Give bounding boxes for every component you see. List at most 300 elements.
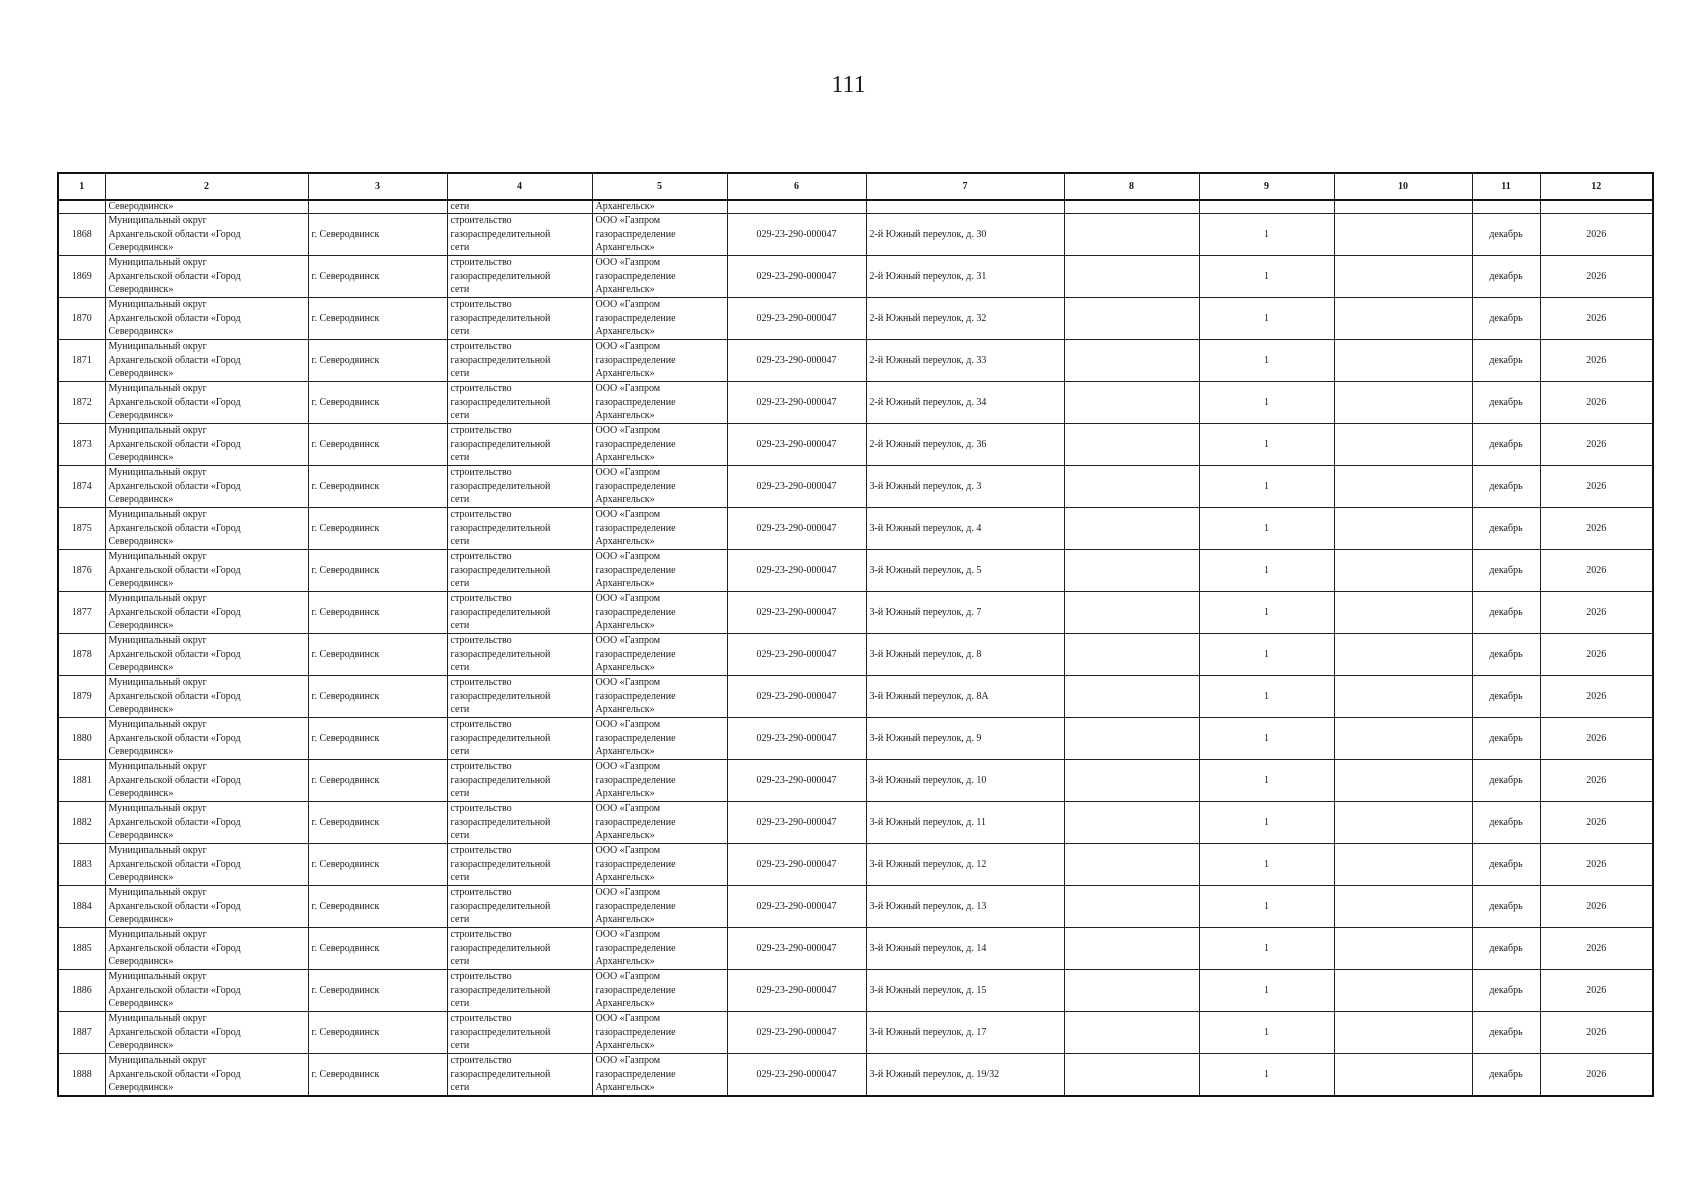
- table-row: [58, 718, 1653, 760]
- cell-work-type: [447, 886, 592, 928]
- cell-code: 029-23-290-000047: [727, 508, 866, 550]
- cell-address: 3-й Южный переулок, д. 5: [866, 550, 1064, 592]
- cell-work-type: [447, 676, 592, 718]
- cell-work-type: [447, 970, 592, 1012]
- cell-municipality-line: Северодвинск»: [108, 746, 174, 758]
- table-row: [58, 634, 1653, 676]
- cell-work-type-line: строительство: [450, 425, 512, 437]
- cell-organization-line: Архангельск»: [595, 746, 655, 758]
- cell-code: 029-23-290-000047: [727, 382, 866, 424]
- cell-organization: [592, 256, 727, 298]
- cell-code: 029-23-290-000047: [727, 718, 866, 760]
- cell-locality: г. Северодвинск: [308, 340, 447, 382]
- cell-municipality-line: Муниципальный округ: [108, 719, 207, 731]
- cell-organization-line: ООО «Газпром: [595, 593, 661, 605]
- cell-municipality-line: Архангельской области «Город: [108, 480, 241, 492]
- cell-col10: [1334, 256, 1472, 298]
- cell-organization-line: Архангельск»: [595, 494, 655, 506]
- cell-work-type: [447, 760, 592, 802]
- cell-municipality-line: Северодвинск»: [108, 662, 174, 674]
- cell-work-type: [447, 256, 592, 298]
- cell-col10: [1334, 592, 1472, 634]
- cell-month: декабрь: [1472, 592, 1540, 634]
- cell-address: 3-й Южный переулок, д. 13: [866, 886, 1064, 928]
- cell-col9: 1: [1199, 760, 1334, 802]
- cell-municipality-line: Муниципальный округ: [108, 551, 207, 563]
- cell-municipality-line: Северодвинск»: [108, 1082, 174, 1094]
- cell-organization: [592, 718, 727, 760]
- cell-work-type-line: строительство: [450, 341, 512, 353]
- cell-work-type-line: сети: [450, 956, 470, 968]
- column-header: 9: [1199, 173, 1334, 200]
- register-table: [57, 172, 1654, 1097]
- cell-organization-line: ООО «Газпром: [595, 929, 661, 941]
- cell-year: 2026: [1540, 592, 1653, 634]
- cell-municipality-line: Муниципальный округ: [108, 1013, 207, 1025]
- cell-work-type-line: газораспределительной: [450, 816, 551, 828]
- cell-col8: [1064, 634, 1199, 676]
- cell-work-type-line: газораспределительной: [450, 438, 551, 450]
- cell-organization-line: газораспределение: [595, 312, 676, 324]
- cell-organization-line: газораспределение: [595, 396, 676, 408]
- column-header: 12: [1540, 173, 1653, 200]
- cell-work-type-line: строительство: [450, 761, 512, 773]
- cell-work-type-line: строительство: [450, 845, 512, 857]
- cell-work-type-line: сети: [450, 1040, 470, 1052]
- column-header: 4: [447, 173, 592, 200]
- cell-month: декабрь: [1472, 256, 1540, 298]
- cell-organization-line: ООО «Газпром: [595, 551, 661, 563]
- cell-organization-line: Архангельск»: [595, 662, 655, 674]
- cell-year: 2026: [1540, 1054, 1653, 1097]
- cell-municipality-line: Архангельской области «Город: [108, 690, 241, 702]
- table-row: [58, 214, 1653, 256]
- cell-code: 029-23-290-000047: [727, 550, 866, 592]
- cell-work-type-line: строительство: [450, 929, 512, 941]
- cell-municipality-line: Архангельской области «Город: [108, 648, 241, 660]
- cell-address: 2-й Южный переулок, д. 36: [866, 424, 1064, 466]
- cell-municipality: [105, 256, 308, 298]
- cell-organization-line: ООО «Газпром: [595, 677, 661, 689]
- cell-organization-line: Архангельск»: [595, 578, 655, 590]
- cell-month: декабрь: [1472, 466, 1540, 508]
- cell-organization-line: ООО «Газпром: [595, 719, 661, 731]
- cell-locality: г. Северодвинск: [308, 550, 447, 592]
- cell-organization-line: Архангельск»: [595, 284, 655, 296]
- cell-address: 3-й Южный переулок, д. 3: [866, 466, 1064, 508]
- cell-organization-line: ООО «Газпром: [595, 761, 661, 773]
- cell-municipality-line: Северодвинск»: [108, 1040, 174, 1052]
- cell-work-type-line: сети: [450, 368, 470, 380]
- cell-work-type-line: строительство: [450, 887, 512, 899]
- cell-number: 1870: [58, 298, 105, 340]
- cell-municipality-line: Архангельской области «Город: [108, 606, 241, 618]
- cell-municipality-line: Северодвинск»: [108, 494, 174, 506]
- cell-number: 1871: [58, 340, 105, 382]
- column-header: 5: [592, 173, 727, 200]
- cell-locality: г. Северодвинск: [308, 760, 447, 802]
- cell-work-type-line: газораспределительной: [450, 942, 551, 954]
- cell-work-type-line: строительство: [450, 509, 512, 521]
- column-header: 11: [1472, 173, 1540, 200]
- cell-year: 2026: [1540, 760, 1653, 802]
- cell-municipality-line: Северодвинск»: [108, 452, 174, 464]
- cell-col9: 1: [1199, 634, 1334, 676]
- cell-municipality-line: Архангельской области «Город: [108, 564, 241, 576]
- cell-municipality-line: Муниципальный округ: [108, 845, 207, 857]
- cell-work-type-line: строительство: [450, 383, 512, 395]
- cell-municipality-line: Северодвинск»: [108, 368, 174, 380]
- cell-organization-line: Архангельск»: [595, 410, 655, 422]
- cell-organization-line: Архангельск»: [595, 1040, 655, 1052]
- cell-work-type-line: газораспределительной: [450, 564, 551, 576]
- cell-municipality-line: Муниципальный округ: [108, 677, 207, 689]
- cell-year: 2026: [1540, 928, 1653, 970]
- cell-number: 1885: [58, 928, 105, 970]
- cell-number: 1882: [58, 802, 105, 844]
- cell-address: [866, 200, 1064, 214]
- cell-col10: [1334, 214, 1472, 256]
- cell-municipality-line: Архангельской области «Город: [108, 900, 241, 912]
- cell-month: декабрь: [1472, 214, 1540, 256]
- cell-code: 029-23-290-000047: [727, 844, 866, 886]
- cell-col8: [1064, 718, 1199, 760]
- cell-col10: [1334, 802, 1472, 844]
- cell-organization-line: Архангельск»: [595, 704, 655, 716]
- cell-organization: [592, 844, 727, 886]
- cell-locality: г. Северодвинск: [308, 970, 447, 1012]
- cell-work-type: [447, 508, 592, 550]
- cell-col10: [1334, 508, 1472, 550]
- cell-organization-line: ООО «Газпром: [595, 467, 661, 479]
- cell-locality: г. Северодвинск: [308, 802, 447, 844]
- cell-col8: [1064, 1012, 1199, 1054]
- cell-col8: [1064, 760, 1199, 802]
- cell-col8: [1064, 340, 1199, 382]
- cell-col9: 1: [1199, 592, 1334, 634]
- table-row: [58, 340, 1653, 382]
- cell-work-type-line: строительство: [450, 1013, 512, 1025]
- cell-col9: 1: [1199, 970, 1334, 1012]
- cell-col9: 1: [1199, 466, 1334, 508]
- cell-work-type: [447, 1054, 592, 1097]
- cell-col9: 1: [1199, 1054, 1334, 1097]
- cell-work-type-line: газораспределительной: [450, 396, 551, 408]
- cell-organization-line: газораспределение: [595, 774, 676, 786]
- cell-work-type-line: газораспределительной: [450, 984, 551, 996]
- continuation-row: [58, 200, 1653, 214]
- cell-organization-line: газораспределение: [595, 690, 676, 702]
- cell-municipality: [105, 298, 308, 340]
- cell-work-type-line: строительство: [450, 593, 512, 605]
- cell-col9: 1: [1199, 676, 1334, 718]
- cell-number: 1872: [58, 382, 105, 424]
- cell-col8: [1064, 298, 1199, 340]
- cell-work-type: [447, 382, 592, 424]
- cell-work-type: [447, 298, 592, 340]
- cell-col8: [1064, 424, 1199, 466]
- cell-organization-line: газораспределение: [595, 438, 676, 450]
- cell-municipality-line: Северодвинск»: [108, 830, 174, 842]
- cell-municipality-line: Архангельской области «Город: [108, 312, 241, 324]
- cell-work-type-line: газораспределительной: [450, 900, 551, 912]
- cell-locality: г. Северодвинск: [308, 214, 447, 256]
- table-row: [58, 592, 1653, 634]
- cell-work-type-line: сети: [450, 830, 470, 842]
- cell-col8: [1064, 466, 1199, 508]
- cell-year: 2026: [1540, 340, 1653, 382]
- cell-organization-line: Архангельск»: [595, 620, 655, 632]
- cell-work-type-line: строительство: [450, 467, 512, 479]
- cell-municipality: [105, 550, 308, 592]
- cell-work-type-line: газораспределительной: [450, 1068, 551, 1080]
- cell-organization-line: газораспределение: [595, 270, 676, 282]
- cell-month: [1472, 200, 1540, 214]
- cell-work-type: сети: [447, 200, 592, 214]
- cell-work-type-line: газораспределительной: [450, 522, 551, 534]
- cell-organization-line: газораспределение: [595, 816, 676, 828]
- cell-municipality-line: Муниципальный округ: [108, 761, 207, 773]
- cell-col9: 1: [1199, 844, 1334, 886]
- cell-number: 1878: [58, 634, 105, 676]
- cell-month: декабрь: [1472, 634, 1540, 676]
- cell-municipality-line: Северодвинск»: [108, 704, 174, 716]
- cell-col8: [1064, 508, 1199, 550]
- cell-col8: [1064, 928, 1199, 970]
- cell-month: декабрь: [1472, 424, 1540, 466]
- cell-work-type-line: сети: [450, 410, 470, 422]
- cell-address: 2-й Южный переулок, д. 32: [866, 298, 1064, 340]
- cell-col10: [1334, 970, 1472, 1012]
- table-row: [58, 760, 1653, 802]
- column-header: 6: [727, 173, 866, 200]
- cell-organization: [592, 970, 727, 1012]
- table-row: [58, 550, 1653, 592]
- cell-month: декабрь: [1472, 1054, 1540, 1097]
- cell-municipality: [105, 1012, 308, 1054]
- cell-code: 029-23-290-000047: [727, 214, 866, 256]
- cell-municipality-line: Архангельской области «Город: [108, 816, 241, 828]
- cell-col9: 1: [1199, 382, 1334, 424]
- cell-organization-line: газораспределение: [595, 354, 676, 366]
- cell-col9: 1: [1199, 424, 1334, 466]
- cell-municipality-line: Архангельской области «Город: [108, 1068, 241, 1080]
- table-row: [58, 508, 1653, 550]
- cell-organization: [592, 634, 727, 676]
- cell-col8: [1064, 844, 1199, 886]
- cell-work-type-line: газораспределительной: [450, 480, 551, 492]
- cell-organization-line: газораспределение: [595, 984, 676, 996]
- cell-year: 2026: [1540, 466, 1653, 508]
- cell-year: 2026: [1540, 634, 1653, 676]
- cell-work-type-line: сети: [450, 284, 470, 296]
- cell-municipality-line: Муниципальный округ: [108, 929, 207, 941]
- cell-municipality-line: Муниципальный округ: [108, 383, 207, 395]
- cell-organization: [592, 550, 727, 592]
- cell-organization-line: ООО «Газпром: [595, 1055, 661, 1067]
- cell-number: 1883: [58, 844, 105, 886]
- cell-work-type-line: газораспределительной: [450, 732, 551, 744]
- column-header: 2: [105, 173, 308, 200]
- cell-municipality-line: Северодвинск»: [108, 998, 174, 1010]
- cell-year: [1540, 200, 1653, 214]
- cell-col10: [1334, 466, 1472, 508]
- table-row: [58, 256, 1653, 298]
- cell-locality: г. Северодвинск: [308, 718, 447, 760]
- table-row: [58, 1054, 1653, 1097]
- cell-address: 3-й Южный переулок, д. 7: [866, 592, 1064, 634]
- cell-municipality-line: Архангельской области «Город: [108, 732, 241, 744]
- cell-organization-line: газораспределение: [595, 648, 676, 660]
- cell-municipality-line: Муниципальный округ: [108, 257, 207, 269]
- cell-municipality-line: Архангельской области «Город: [108, 1026, 241, 1038]
- cell-municipality: [105, 634, 308, 676]
- cell-number: 1876: [58, 550, 105, 592]
- cell-organization-line: ООО «Газпром: [595, 635, 661, 647]
- cell-municipality: [105, 214, 308, 256]
- cell-work-type-line: строительство: [450, 551, 512, 563]
- cell-year: 2026: [1540, 844, 1653, 886]
- cell-municipality-line: Архангельской области «Город: [108, 774, 241, 786]
- cell-col8: [1064, 592, 1199, 634]
- cell-organization-line: газораспределение: [595, 942, 676, 954]
- cell-year: 2026: [1540, 802, 1653, 844]
- cell-col10: [1334, 1012, 1472, 1054]
- cell-work-type-line: газораспределительной: [450, 354, 551, 366]
- cell-organization: [592, 592, 727, 634]
- cell-organization: [592, 1012, 727, 1054]
- cell-number: [58, 200, 105, 214]
- cell-organization-line: ООО «Газпром: [595, 1013, 661, 1025]
- cell-month: декабрь: [1472, 928, 1540, 970]
- cell-organization: [592, 928, 727, 970]
- cell-col8: [1064, 802, 1199, 844]
- cell-municipality-line: Муниципальный округ: [108, 299, 207, 311]
- cell-work-type: [447, 340, 592, 382]
- cell-organization-line: газораспределение: [595, 900, 676, 912]
- cell-locality: г. Северодвинск: [308, 844, 447, 886]
- cell-col10: [1334, 718, 1472, 760]
- cell-municipality: [105, 844, 308, 886]
- cell-work-type: [447, 928, 592, 970]
- cell-municipality-line: Северодвинск»: [108, 326, 174, 338]
- cell-organization-line: Архангельск»: [595, 326, 655, 338]
- cell-work-type-line: сети: [450, 1082, 470, 1094]
- cell-work-type-line: сети: [450, 326, 470, 338]
- cell-col9: [1199, 200, 1334, 214]
- cell-col10: [1334, 550, 1472, 592]
- cell-address: 3-й Южный переулок, д. 4: [866, 508, 1064, 550]
- cell-work-type: [447, 1012, 592, 1054]
- cell-month: декабрь: [1472, 382, 1540, 424]
- cell-col10: [1334, 1054, 1472, 1097]
- cell-code: 029-23-290-000047: [727, 592, 866, 634]
- cell-month: декабрь: [1472, 550, 1540, 592]
- cell-organization-line: Архангельск»: [595, 956, 655, 968]
- cell-address: 3-й Южный переулок, д. 15: [866, 970, 1064, 1012]
- cell-municipality: [105, 382, 308, 424]
- cell-locality: г. Северодвинск: [308, 592, 447, 634]
- cell-organization-line: Архангельск»: [595, 914, 655, 926]
- cell-work-type-line: строительство: [450, 635, 512, 647]
- cell-work-type-line: сети: [450, 578, 470, 590]
- cell-municipality-line: Северодвинск»: [108, 242, 174, 254]
- cell-work-type-line: газораспределительной: [450, 774, 551, 786]
- column-header: 8: [1064, 173, 1199, 200]
- cell-municipality-line: Северодвинск»: [108, 872, 174, 884]
- cell-municipality-line: Северодвинск»: [108, 788, 174, 800]
- table-row: [58, 382, 1653, 424]
- table-row: [58, 928, 1653, 970]
- cell-code: 029-23-290-000047: [727, 970, 866, 1012]
- cell-work-type: [447, 466, 592, 508]
- cell-col10: [1334, 676, 1472, 718]
- cell-number: 1879: [58, 676, 105, 718]
- cell-col10: [1334, 200, 1472, 214]
- column-header-row: [58, 173, 1653, 200]
- cell-locality: г. Северодвинск: [308, 424, 447, 466]
- cell-organization-line: Архангельск»: [595, 1082, 655, 1094]
- cell-col9: 1: [1199, 718, 1334, 760]
- cell-work-type-line: строительство: [450, 803, 512, 815]
- cell-municipality: [105, 340, 308, 382]
- cell-municipality-line: Муниципальный округ: [108, 803, 207, 815]
- cell-col8: [1064, 970, 1199, 1012]
- cell-municipality: [105, 970, 308, 1012]
- cell-organization: [592, 382, 727, 424]
- cell-year: 2026: [1540, 676, 1653, 718]
- cell-municipality-line: Северодвинск»: [108, 620, 174, 632]
- cell-organization-line: ООО «Газпром: [595, 341, 661, 353]
- column-header: 10: [1334, 173, 1472, 200]
- cell-number: 1877: [58, 592, 105, 634]
- cell-code: [727, 200, 866, 214]
- table-row: [58, 802, 1653, 844]
- cell-municipality: [105, 928, 308, 970]
- cell-organization-line: Архангельск»: [595, 998, 655, 1010]
- cell-code: 029-23-290-000047: [727, 928, 866, 970]
- cell-work-type-line: сети: [450, 620, 470, 632]
- cell-code: 029-23-290-000047: [727, 1054, 866, 1097]
- cell-organization-line: ООО «Газпром: [595, 425, 661, 437]
- cell-work-type-line: сети: [450, 452, 470, 464]
- cell-locality: г. Северодвинск: [308, 1012, 447, 1054]
- cell-year: 2026: [1540, 214, 1653, 256]
- cell-municipality-line: Муниципальный округ: [108, 341, 207, 353]
- cell-organization-line: газораспределение: [595, 858, 676, 870]
- cell-month: декабрь: [1472, 844, 1540, 886]
- cell-number: 1881: [58, 760, 105, 802]
- cell-municipality-line: Муниципальный округ: [108, 887, 207, 899]
- cell-municipality-line: Архангельской области «Город: [108, 270, 241, 282]
- cell-code: 029-23-290-000047: [727, 256, 866, 298]
- cell-address: 3-й Южный переулок, д. 10: [866, 760, 1064, 802]
- cell-municipality: [105, 424, 308, 466]
- table-row: [58, 298, 1653, 340]
- cell-col10: [1334, 634, 1472, 676]
- cell-organization-line: газораспределение: [595, 228, 676, 240]
- cell-address: 3-й Южный переулок, д. 12: [866, 844, 1064, 886]
- cell-col9: 1: [1199, 256, 1334, 298]
- cell-year: 2026: [1540, 1012, 1653, 1054]
- cell-code: 029-23-290-000047: [727, 424, 866, 466]
- cell-code: 029-23-290-000047: [727, 634, 866, 676]
- cell-work-type-line: газораспределительной: [450, 1026, 551, 1038]
- cell-number: 1874: [58, 466, 105, 508]
- cell-locality: г. Северодвинск: [308, 298, 447, 340]
- cell-col8: [1064, 550, 1199, 592]
- cell-municipality: Северодвинск»: [105, 200, 308, 214]
